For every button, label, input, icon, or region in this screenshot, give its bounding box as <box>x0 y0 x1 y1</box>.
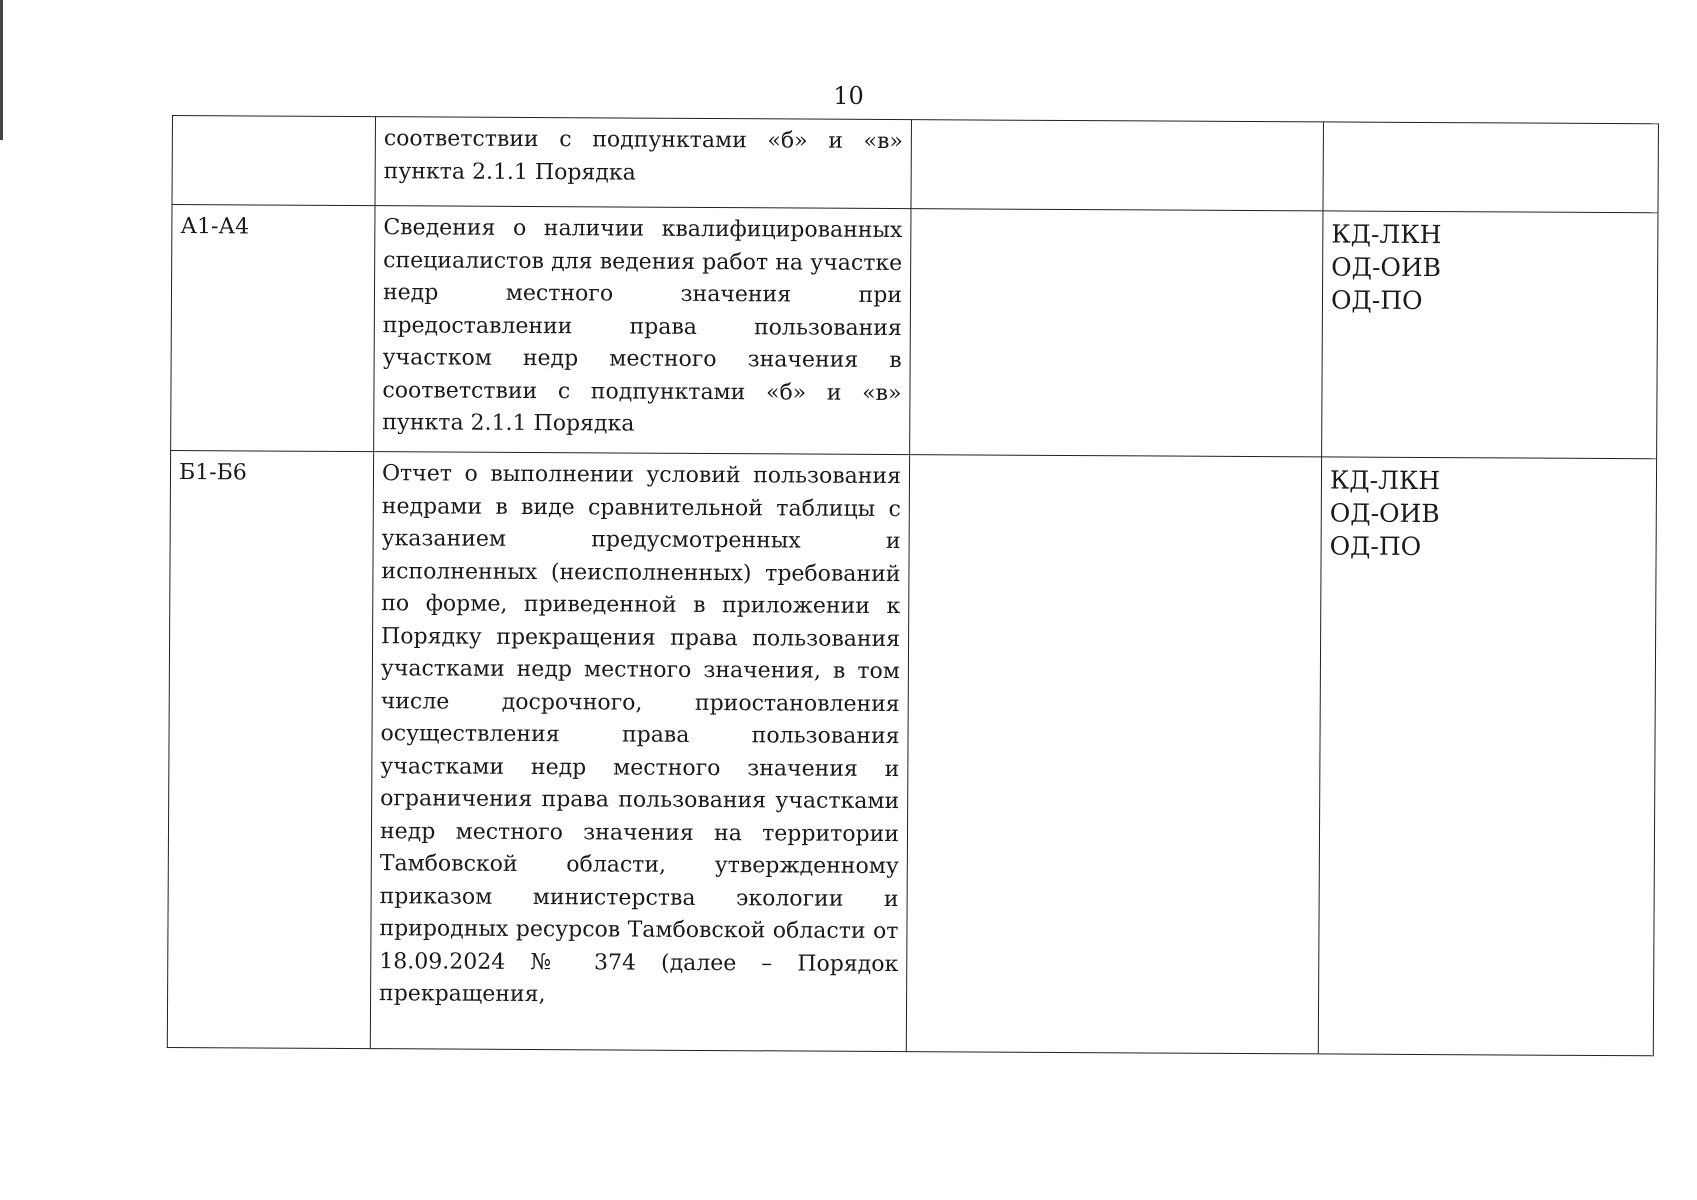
document-table <box>167 115 1659 1056</box>
table-row <box>171 205 1658 459</box>
row-document-codes-cell <box>1318 457 1656 1056</box>
table-row <box>172 116 1658 213</box>
scan-margin-mark <box>0 0 3 140</box>
document-code: КД-ЛКН <box>1329 465 1441 496</box>
row-empty-cell <box>910 209 1323 457</box>
document-code: ОД-ОИВ <box>1329 498 1440 529</box>
page-number: 10 <box>833 82 864 110</box>
row-document-codes-cell <box>1322 211 1658 459</box>
row-code-cell: А1-А4 <box>171 205 375 452</box>
row-description-cell: Отчет о выполнении условий пользования недрами в виде сравнительной таблицы с указанием предусмотренных и исполненных (неисполненных) требований по форме, приведенной в приложении к Порядку прекращения права пользования участками недр местного значения, в том числе досрочного, приостановления осуществления права пользования участками недр местного значения и ограничения права пользования участками недр местного значения на территории Тамбовской области, утвержденному приказом министерства экологии и природных ресурсов Тамбовской области от 18.09.2024 № 374 (далее – Порядок прекращения, <box>370 452 909 1052</box>
row-description-cell: Сведения о наличии квалифицированных специалистов для ведения работ на участке недр местного значения при предоставлении права пользования участком недр местного значения в соответствии с подпунктами «б» и «в» пункта 2.1.1 Порядка <box>374 206 911 455</box>
row-empty-cell <box>911 120 1323 211</box>
document-code: ОД-ОИВ <box>1331 252 1442 283</box>
document-code: ОД-ПО <box>1330 285 1423 315</box>
document-code: ОД-ПО <box>1329 531 1422 561</box>
document-code: КД-ЛКН <box>1331 219 1442 250</box>
table-row <box>167 450 1656 1055</box>
row-description-cell: соответствии с подпунктами «б» и «в» пункта 2.1.1 Порядка <box>375 117 911 209</box>
row-code-cell <box>172 116 375 206</box>
row-empty-cell <box>906 455 1321 1054</box>
row-document-codes-cell <box>1323 122 1658 213</box>
row-code-cell: Б1-Б6 <box>167 450 373 1048</box>
